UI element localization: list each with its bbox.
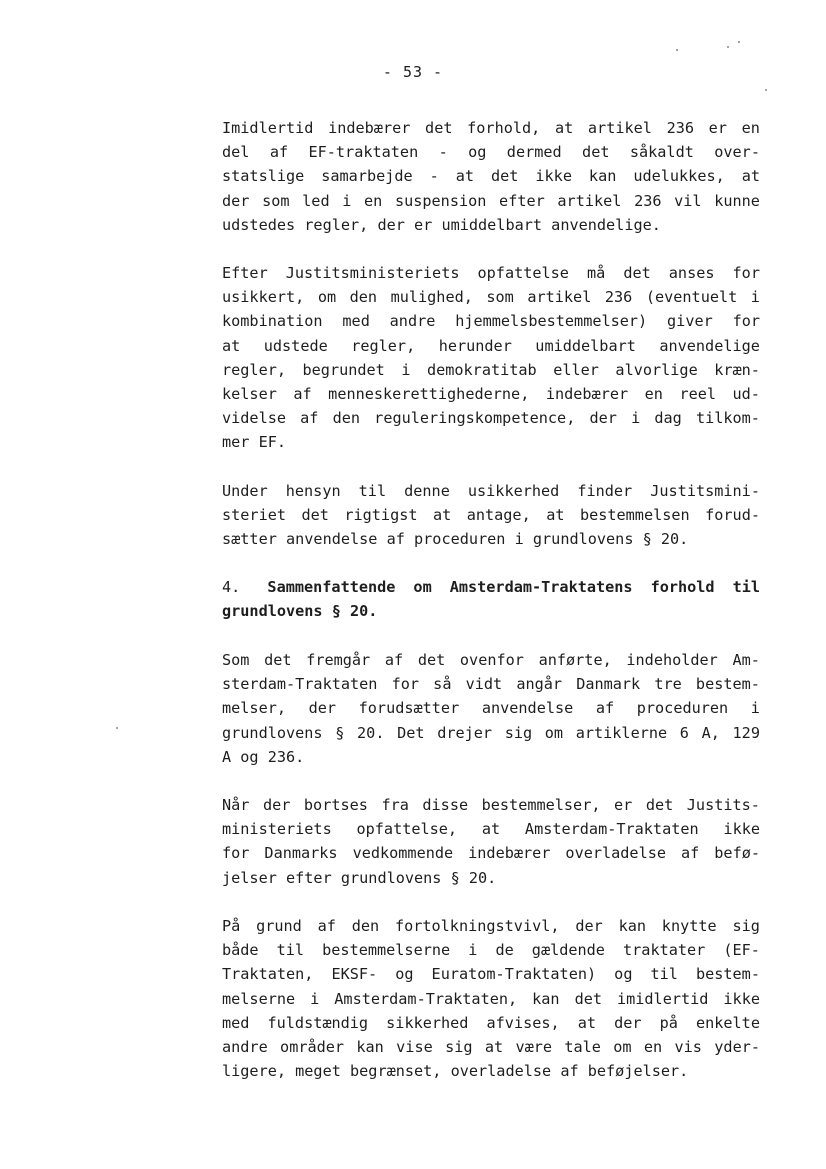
word: Euratom-Traktaten) [431,965,597,984]
word: der [262,796,291,814]
word: Det [397,723,425,742]
word: regler, [351,336,416,355]
word: melserne [222,989,296,1008]
word: Når [222,796,250,814]
word: 236 [666,119,695,137]
word: artikel [587,119,652,137]
word: i [401,360,411,379]
word: proceduren [636,699,729,718]
word: udstede [263,336,328,355]
word: fremgår [306,651,371,669]
text-line [222,479,760,503]
word: i [468,941,478,960]
heading-word: Sammenfattende [267,578,396,596]
text-line [222,745,760,769]
word: - [429,167,439,186]
word: A, [701,723,720,742]
word: af [269,143,289,162]
page-number: - 53 - [382,63,444,81]
word: det [623,264,651,282]
word: Som [222,651,250,669]
word: opfattelse, [356,820,458,839]
paragraph-3 [222,479,760,552]
word: at [481,820,501,839]
word: steriet [222,506,287,525]
word: 129 [732,723,760,742]
word: drejer [437,723,493,742]
word: umiddelbart [535,336,636,355]
word: bestem- [695,675,760,694]
text-line [222,430,760,454]
word: bestem- [695,965,760,984]
word: tale [564,1037,601,1056]
word: det [425,119,453,137]
text-line [222,382,760,406]
word: i [310,989,320,1008]
text-line [222,1059,760,1083]
word: anses [668,264,715,282]
word: del [222,143,250,162]
word: fuldstændig [267,1013,369,1032]
word: kan [356,1037,384,1056]
word: bortses [303,796,368,814]
word: en [741,119,760,137]
word: Justitsministeriets [285,264,460,282]
word: en [643,1037,663,1056]
text-line [222,793,760,817]
word: og [395,965,414,984]
word: at [741,167,760,186]
word: bestemmelser, [481,796,601,814]
word: det [264,651,292,669]
heading-word: forhold [650,578,715,596]
word: andre [389,312,436,331]
word: en [644,384,663,403]
word: led [302,191,330,210]
word: i [750,288,760,307]
word: bestemmelsen [579,506,690,525]
text-line [222,503,760,527]
word: usikkert, [222,288,305,307]
word: kræn- [714,360,760,379]
section-heading [222,575,760,623]
heading-line-1 [222,575,760,599]
word: befø- [714,844,760,863]
word: videlse [222,409,287,428]
word: i [750,699,760,718]
word: at [432,506,452,525]
word: ikke [723,989,760,1008]
word: områder [280,1037,345,1056]
word: enkelte [695,1013,760,1032]
word: anførte, [538,651,612,669]
word: EKSF- [331,965,378,984]
word: Danmark [576,675,641,694]
word: suspension [394,191,487,210]
heading-word: Amsterdam-Traktatens [449,578,633,596]
word: af [384,651,404,669]
word: indebærer [328,119,411,137]
text-line [222,189,760,213]
word: 6 [679,723,689,742]
scan-speck [676,49,678,51]
word: eller [553,360,599,379]
word: traktater [623,941,706,960]
word: af [595,699,615,718]
word: opfattelse [477,264,569,282]
word: § [335,723,345,742]
paragraph-4 [222,648,760,769]
word: Justits- [686,796,760,814]
word: det [491,167,519,186]
word: demokratitab [426,360,537,379]
word: de [495,941,514,960]
word: bestemmelserne [322,941,451,960]
word: mulighed, [390,288,473,307]
word: menneskerettighederne, [328,384,530,403]
word: ministeriets [222,820,332,839]
paragraph-2 [222,261,760,455]
line-text: jelser efter grundlovens § 20. [222,868,497,887]
word: regler, [222,360,287,379]
word: i [631,409,641,428]
word: og [468,143,487,162]
text-line [222,116,760,140]
word: forhold, [467,119,541,137]
text-line [222,672,760,696]
scan-speck [738,41,740,43]
word: forud- [705,506,760,525]
word: kan [532,989,560,1008]
word: knytte [661,917,717,935]
word: Imidlertid [222,119,314,137]
text-line [222,648,760,672]
text-line [222,140,760,164]
word: rigtigst [344,506,418,525]
word: forudsætter [358,699,460,718]
word: yder- [714,1037,760,1056]
word: med [222,1013,250,1032]
word: vise [396,1037,433,1056]
word: imidlertid [616,989,709,1008]
word: sig [732,917,760,935]
word: af [317,917,336,935]
word: gældende [531,941,605,960]
scan-speck [765,89,767,91]
word: samarbejde [321,167,413,186]
text-line [222,962,760,986]
word: om [317,288,337,307]
word: indebærer [468,844,551,863]
word: den [349,288,378,307]
word: grund [256,917,302,935]
word: indebærer [545,384,629,403]
heading-word: om [413,578,432,596]
word: af [293,384,312,403]
word: ikke [535,167,572,186]
word: fra [381,796,409,814]
word: for [391,675,420,694]
word: statslige [222,167,305,186]
word: der [589,409,617,428]
word: af [300,409,319,428]
line-text: A og 236. [222,747,305,766]
text-line [222,164,760,188]
word: for [222,844,250,863]
word: grundlovens [222,723,323,742]
word: denne [404,482,450,500]
word: Under [222,482,268,500]
word: såkaldt [629,143,694,162]
word: at [546,506,565,525]
line-text: sætter anvendelse af proceduren i grundlovens § 20. [222,530,689,549]
word: vis [674,1037,702,1056]
text-line [222,334,760,358]
word: sterdam-Traktaten [222,675,378,694]
word: 236 [634,191,662,210]
word: det [582,143,610,162]
word: der [308,699,337,718]
word: Traktaten, [222,965,314,984]
word: kombination [222,312,323,331]
word: ikke [723,820,760,839]
word: artikel [557,191,622,210]
word: både [222,941,259,960]
word: dag [654,409,682,428]
word: det [645,796,674,814]
word: og [614,965,633,984]
text-line [222,285,760,309]
word: at [554,119,574,137]
word: usikkerhed [467,482,560,500]
text-line [222,1011,760,1035]
word: til [276,941,305,960]
word: på [659,1013,678,1032]
word: tilkom- [695,409,760,428]
word: Efter [222,264,268,282]
word: overladelse [565,844,667,863]
word: af [681,844,700,863]
heading-word: til [732,578,760,596]
word: med [342,312,370,331]
word: om [613,1037,632,1056]
word: er [614,796,633,814]
heading-number: 4. [222,578,250,596]
word: til [650,965,678,984]
word: finder [577,482,633,500]
word: Amsterdam-Traktaten, [334,989,518,1008]
word: herunder [438,336,512,355]
word: for [732,264,760,282]
word: over- [714,143,760,162]
word: Amsterdam-Traktaten [524,820,699,839]
word: reel [679,384,717,403]
text-line [222,938,760,962]
word: kan [618,917,646,935]
paragraph-6 [222,914,760,1083]
word: artikel [527,288,592,307]
text-line [222,721,760,745]
word: sig [504,723,533,742]
word: vil [674,191,702,210]
line-text: udstedes regler, der er umiddelbart anvendelige. [222,215,661,234]
word: kunne [714,191,760,210]
text-line [222,1035,760,1059]
text-line [222,841,760,865]
text-line [222,817,760,841]
word: På [222,917,241,935]
word: kan [588,167,617,186]
word: melser, [222,699,287,718]
word: EF-traktaten [308,143,419,162]
word: være [515,1037,553,1056]
word: tre [654,675,682,694]
word: at [484,1037,504,1056]
word: ud- [732,384,760,403]
word: en [364,191,383,210]
word: til [358,482,387,500]
text-line [222,866,760,890]
word: fortolkningstvivl, [394,917,560,935]
text-line [222,309,760,333]
word: reguleringskompetence, [374,409,576,428]
word: giver [667,312,713,331]
word: den [332,409,361,428]
text-line [222,527,760,551]
text-line [222,696,760,720]
text-line [222,261,760,285]
word: 236 [604,288,633,307]
scan-speck [727,46,729,48]
word: hensyn [285,482,341,500]
word: i [342,191,352,210]
word: sikkerhed [386,1013,469,1032]
paragraph-1 [222,116,760,237]
line-text: ligere, meget begrænset, overladelse af beføjelser. [222,1062,689,1081]
word: at [577,1013,597,1032]
word: der [614,1013,642,1032]
word: om [544,723,564,742]
word: afvises, [486,1013,560,1032]
word: der [575,917,603,935]
word: (eventuelt [645,288,738,307]
word: artiklerne [575,723,668,742]
text-line [222,914,760,938]
word: efter [499,191,545,210]
word: udelukkes, [633,167,725,186]
word: (EF- [723,941,760,960]
word: som [262,191,290,210]
word: for [732,312,760,331]
word: andre [222,1037,268,1056]
word: disse [422,796,469,814]
text-line [222,358,760,382]
word: hjemmelsbestemmelser) [455,312,648,331]
word: Justitsmini- [650,482,760,500]
word: ovenfor [459,651,524,669]
word: det [301,506,329,525]
word: må [586,264,606,282]
word: antage, [466,506,531,525]
word: at [455,167,475,186]
word: alvorlige [615,360,698,379]
word: indeholder [626,651,718,669]
paragraph-5 [222,793,760,890]
word: at [222,336,241,355]
heading-line-2 [222,599,760,623]
word: det [574,989,602,1008]
word: anvendelige [659,336,760,355]
word: angår [516,675,563,694]
word: vedkommende [352,844,454,863]
word: begrundet [302,360,385,379]
word: vidt [465,675,503,694]
heading-text-2: grundlovens § 20. [222,602,378,621]
word: kelser [222,384,277,403]
word: - [438,143,448,162]
word: så [433,675,452,694]
word: der [222,191,250,210]
text-line [222,213,760,237]
word: den [351,917,380,935]
text-line [222,406,760,430]
word: Am- [732,651,760,669]
word: Danmarks [264,844,338,863]
word: dermed [506,143,562,162]
word: sig [445,1037,473,1056]
text-line [222,987,760,1011]
scan-speck [116,727,118,729]
word: som [486,288,514,307]
word: 20. [357,723,385,742]
word: er [708,119,727,137]
word: det [417,651,446,669]
word: anvendelse [481,699,574,718]
line-text: mer EF. [222,433,287,452]
